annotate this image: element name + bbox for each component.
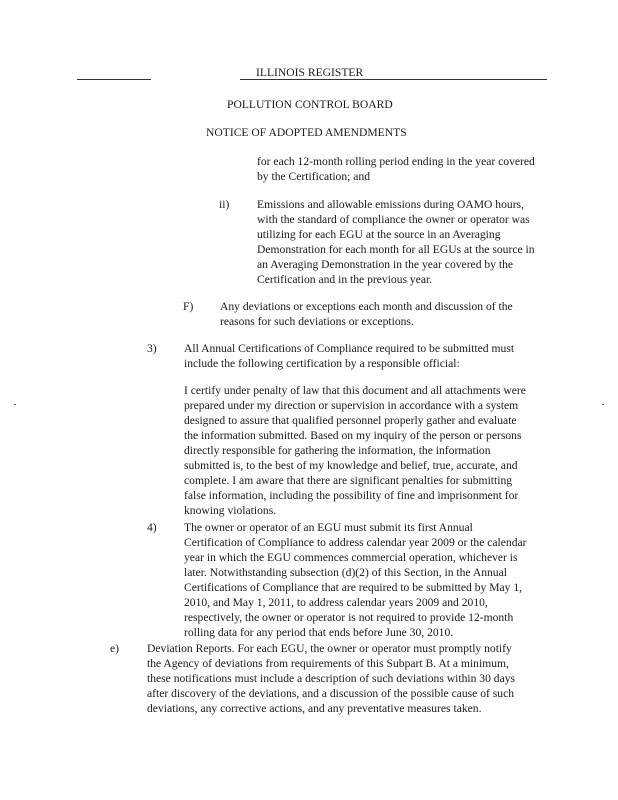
scan-speck — [14, 404, 16, 405]
certification-line: knowing violations. — [184, 504, 277, 517]
item-e-line: the Agency of deviations from requirements of this Subpart B. At a minimum, — [147, 657, 509, 670]
item-ii-line: utilizing for each EGU at the source in an Averaging — [257, 228, 501, 241]
certification-line: submitted is, to the best of my knowledge and belief, true, accurate, and — [184, 459, 518, 472]
certification-line: designed to assure that qualified personnel properly gather and evaluate — [184, 414, 517, 427]
item-f-line: Any deviations or exceptions each month and discussion of the — [220, 300, 513, 313]
item-e-line: Deviation Reports. For each EGU, the owner or operator must promptly notify — [147, 642, 512, 655]
item-f-label: F) — [183, 300, 194, 313]
item-4-label: 4) — [147, 521, 157, 534]
item-e-line: these notifications must include a description of such deviations within 30 days — [147, 672, 516, 685]
header-rule-left — [77, 79, 151, 80]
item-ii-line: an Averaging Demonstration in the year covered by the — [257, 258, 514, 271]
item-ii-line: Demonstration for each month for all EGUs at the source in — [257, 243, 535, 256]
item-4-line: Certification of Compliance to address calendar year 2009 or the calendar — [184, 536, 527, 549]
item-4-line: later. Notwithstanding subsection (d)(2) of this Section, in the Annual — [184, 566, 507, 579]
certification-line: directly responsible for gathering the information, the information — [184, 444, 491, 457]
item-ii-line: Emissions and allowable emissions during OAMO hours, — [257, 198, 524, 211]
item-4-line: 2010, and May 1, 2011, to address calendar years 2009 and 2010, — [184, 596, 488, 609]
cont-line: for each 12-month rolling period ending in the year covered — [257, 155, 535, 168]
item-4-line: Certifications of Compliance that are required to be submitted by May 1, — [184, 581, 523, 594]
item-ii-line: with the standard of compliance the owner or operator was — [257, 213, 530, 226]
board-title: POLLUTION CONTROL BOARD — [227, 98, 393, 111]
item-e-line: after discovery of the deviations, and a discussion of the possible cause of such — [147, 687, 515, 700]
item-e-label: e) — [110, 642, 120, 655]
item-e-line: deviations, any corrective actions, and any preventative measures taken. — [147, 702, 482, 715]
certification-line: false information, including the possibility of fine and imprisonment for — [184, 489, 519, 502]
item-ii-label: ii) — [219, 198, 230, 211]
certification-line: I certify under penalty of law that this document and all attachments were — [184, 384, 526, 397]
item-4-line: respectively, the owner or operator is not required to provide 12-month — [184, 611, 514, 624]
item-4-line: year in which the EGU commences commercial operation, whichever is — [184, 551, 518, 564]
notice-title: NOTICE OF ADOPTED AMENDMENTS — [206, 126, 407, 139]
item-f-line: reasons for such deviations or exceptions. — [220, 315, 414, 328]
item-3-label: 3) — [147, 342, 157, 355]
item-3-line: include the following certification by a responsible official: — [184, 357, 460, 370]
certification-line: prepared under my direction or supervision in accordance with a system — [184, 399, 519, 412]
certification-line: the information submitted. Based on my inquiry of the person or persons — [184, 429, 522, 442]
item-3-line: All Annual Certifications of Compliance required to be submitted must — [184, 342, 515, 355]
item-ii-line: Certification and in the previous year. — [257, 273, 433, 286]
item-4-line: rolling data for any period that ends before June 30, 2010. — [184, 626, 454, 639]
register-title: ILLINOIS REGISTER — [256, 66, 364, 79]
cont-line: by the Certification; and — [257, 170, 371, 183]
scan-speck — [602, 404, 604, 405]
certification-line: complete. I am aware that there are significant penalties for submitting — [184, 474, 513, 487]
item-4-line: The owner or operator of an EGU must submit its first Annual — [184, 521, 473, 534]
